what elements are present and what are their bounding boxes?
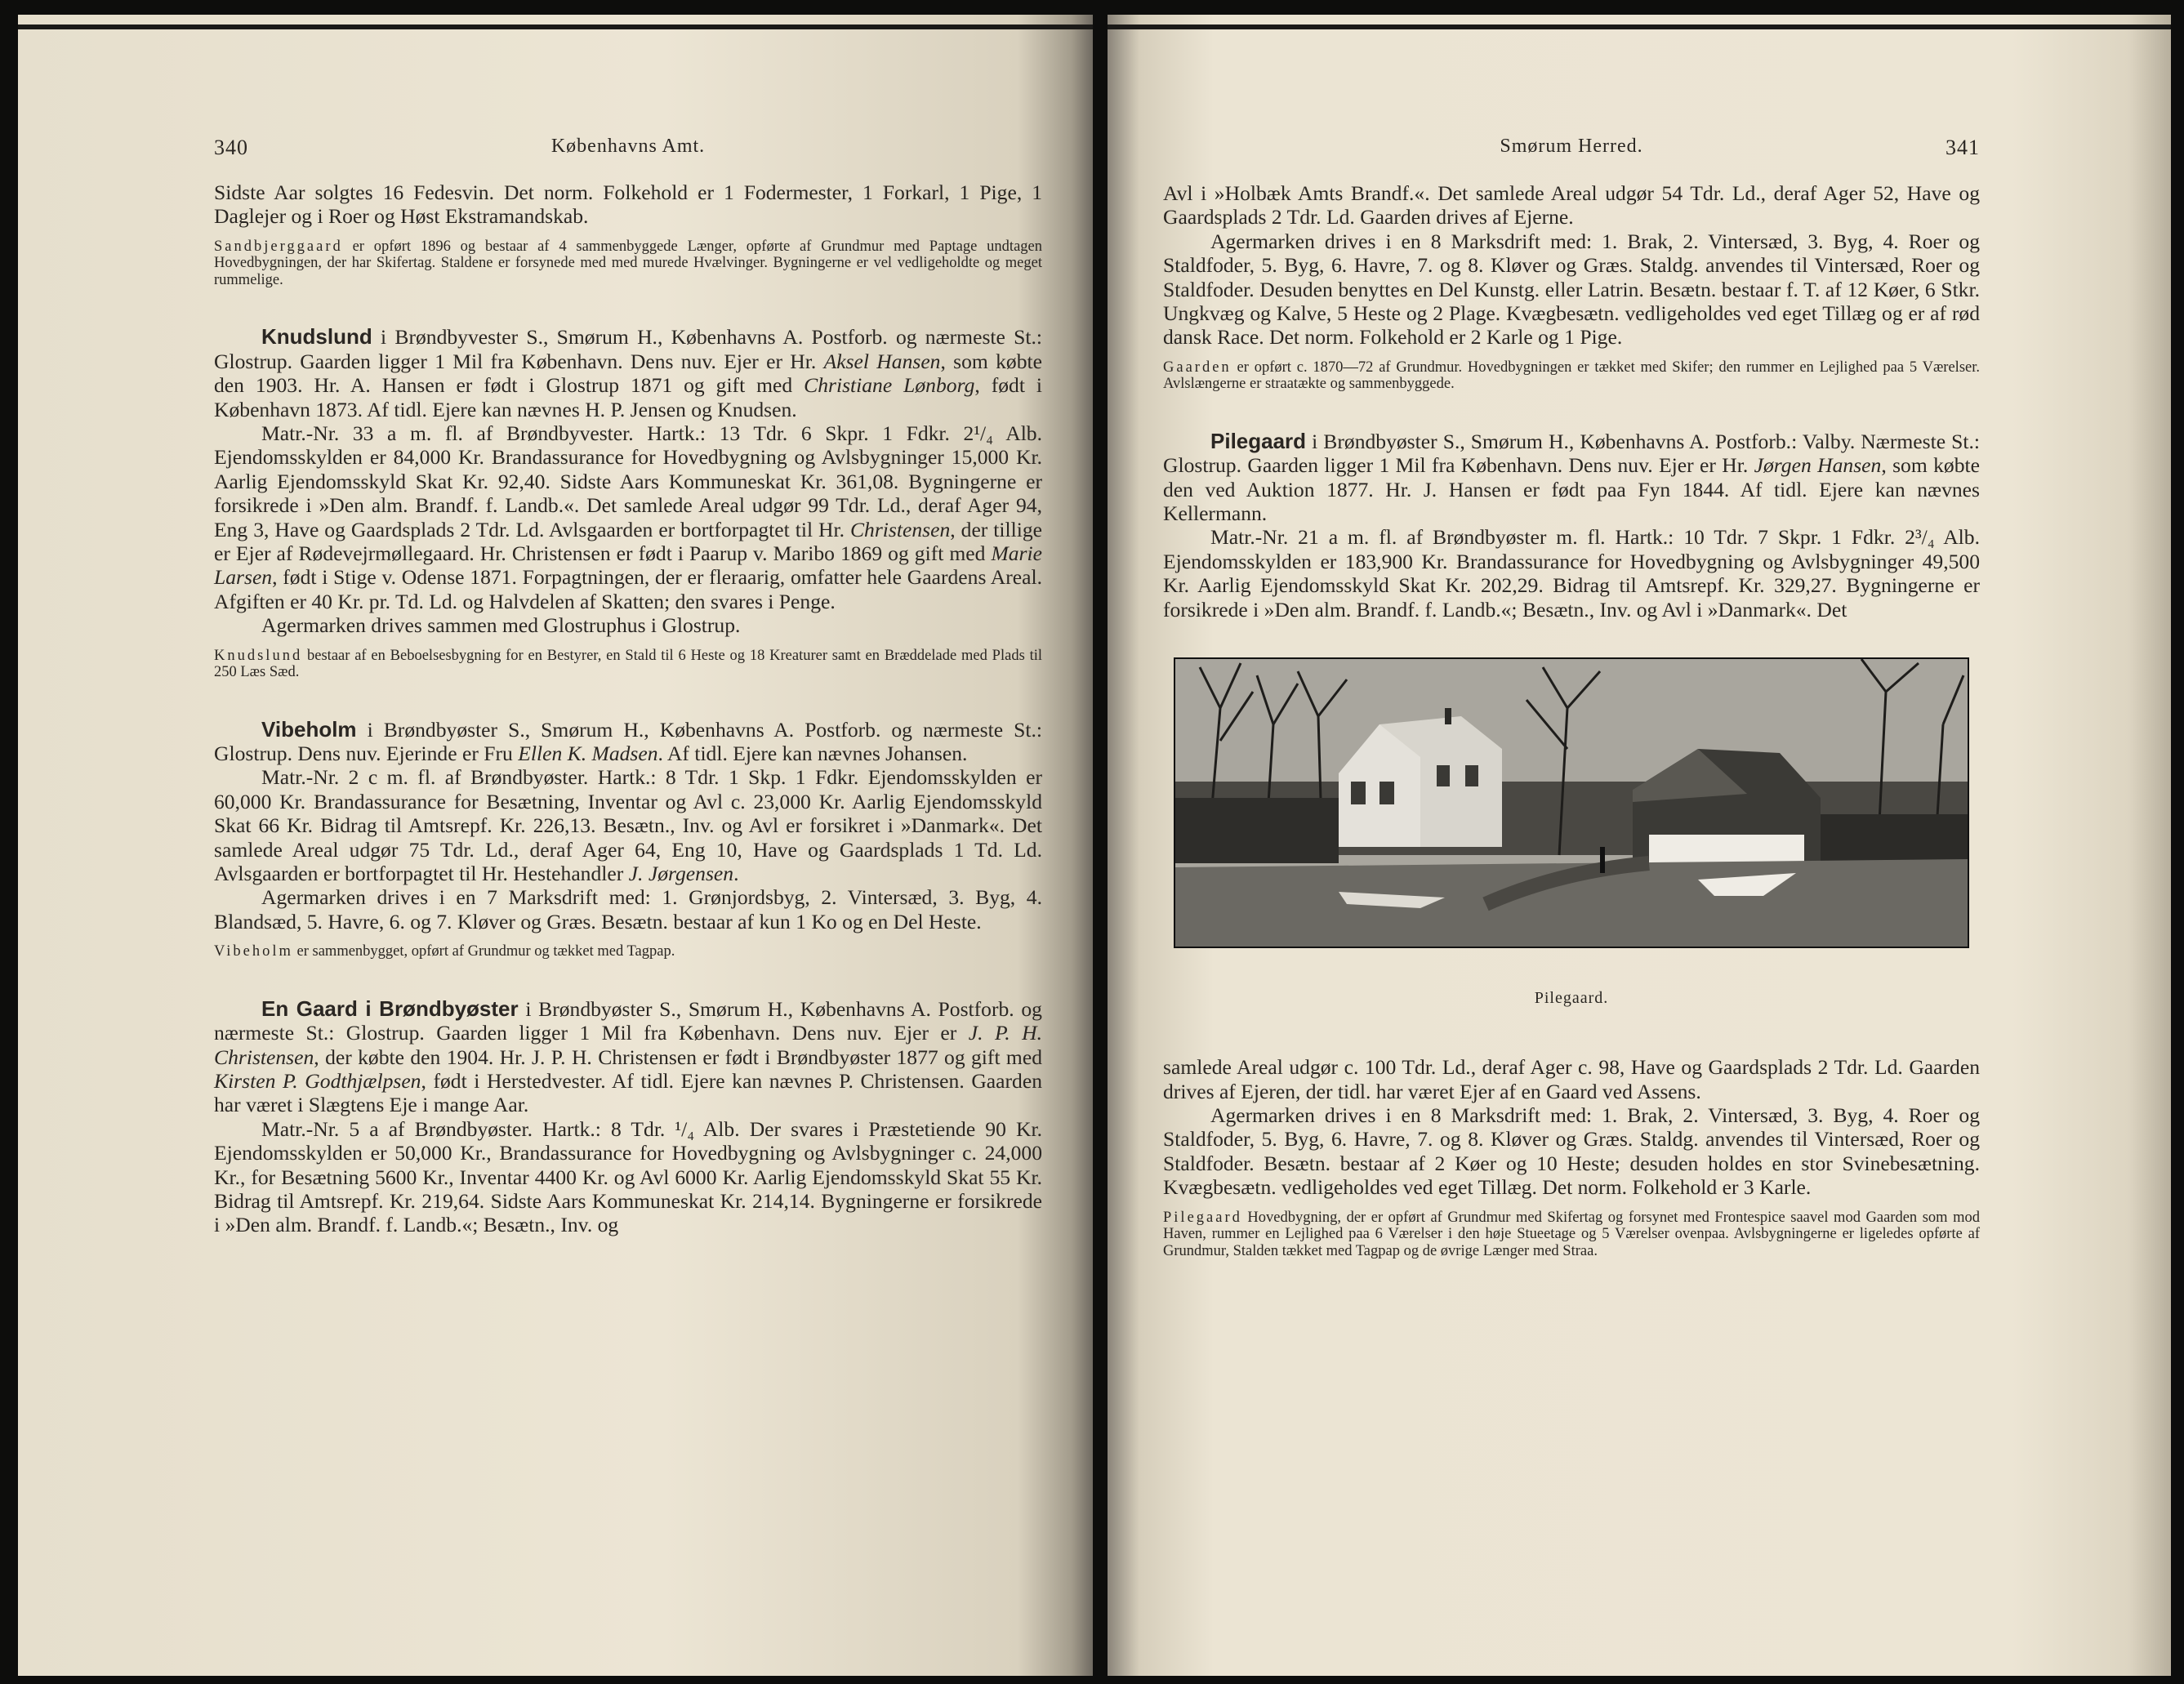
paragraph: Agermarken drives i en 8 Marksdrift med: 1. Brak, 2. Vintersæd, 3. Byg, 4. Roer og Staldfoder, 5. Byg, 6. Havre, 7. og 8. Kløver og Græs. Staldg. anvendes til Vintersæd, Roer og Staldfoder. Desuden benyttes en Del Kunstg. eller Latrin. Besætn. bestaar f. T. af 12 Køer, 6 Stkr. Ungkvæg og Kalve, 5 Heste og 2 Plage. Kvægbesætn. vedligeholdes ved eget Tillæg og er af rød dansk Race. Det norm. Folkehold er 2 Karle og 1 Pige. xyxy=(1163,229,1980,350)
person-name: Christiane Lønborg xyxy=(804,373,975,398)
running-head-title: Smørum Herred. xyxy=(1500,136,1643,157)
entry-paragraph: samlede Areal udgør c. 100 Tdr. Ld., deraf Ager c. 98, Have og Gaardsplads 2 Tdr. Ld. Gaarden drives af Ejeren, der tidl. har været Ejer af en Gaard ved Assens. xyxy=(1163,1055,1980,1103)
note-name: Sandbjerggaard xyxy=(214,238,343,255)
entry-heading: Vibeholm xyxy=(261,716,357,742)
text-run: Matr.-Nr. 2 c m. fl. af Brøndbyøster. Hartk.: 8 Tdr. 1 Skp. 1 Fdkr. Ejendomsskylden er 60,000 Kr. Brandassurance for Besætning, Inventar og Avl c. 23,000 Kr. Aarlig Ejendomsskyld Skat 66 Kr. Bidrag til Amtsrepf. Kr. 226,13. Besætn., Inv. og Avl er forsikret i »Danmark«. Det samlede Areal udgør 75 Tdr. Ld., deraf Ager 64, Eng 10, Have og Gaardsplads 1 Td. Ld. Avlsgaarden er bortforpagtet til Hr. Hestehandler xyxy=(214,765,1042,886)
running-head-title: Københavns Amt. xyxy=(550,136,706,157)
running-header xyxy=(214,136,1042,168)
note-name: Vibeholm xyxy=(214,943,293,960)
text-run: , der købte den 1904. Hr. J. P. H. Christensen er født i Brøndbyøster 1877 og gift med xyxy=(314,1045,1042,1069)
right-body xyxy=(1163,181,1980,1261)
owner-name: Ellen K. Madsen xyxy=(518,742,658,765)
farm-photograph xyxy=(1174,657,1969,948)
entry-paragraph: Matr.-Nr. 21 a m. fl. af Brøndbyøster m. fl. Hartk.: 10 Tdr. 7 Skpr. 1 Fdkr. 2³/₄ Alb. Ejendomsskylden er 183,900 Kr. Brandassurance for Hovedbygning og Avlsbygninger 49,500 Kr. Aarlig Ejendomsskyld Skat Kr. 202,29. Bidrag til Amtsrepf. Kr. 329,27. Bygningerne er forsikrede i »Den alm. Brandf. f. Landb.«; Besætn., Inv. og Avl i »Danmark«. Det xyxy=(1163,525,1980,621)
text-run: , som købte den 1903. Hr. A. Hansen er født i Glostrup 1871 og gift med xyxy=(214,349,1042,398)
left-page xyxy=(18,15,1093,1676)
photo-caption: Pilegaard. xyxy=(1534,989,1609,1008)
text-run: i Brøndbyøster S., Smørum H., Københavns A. Postforb. og nærmeste St.: Glostrup. Gaarden ligger 1 Mil fra København. Dens nuv. Ejer er xyxy=(214,996,1042,1045)
small-note xyxy=(1163,359,1980,393)
owner-name: Aksel Hansen xyxy=(823,349,941,373)
person-name: Christensen xyxy=(849,517,951,541)
entry-paragraph xyxy=(214,718,1042,766)
entry-paragraph: Matr.-Nr. 5 a af Brøndbyøster. Hartk.: 8 Tdr. ¹/₄ Alb. Der svares i Præstetiende 90 Kr. Ejendomsskylden er 50,000 Kr., Brandassurance for Hovedbygning og Avlsbygninger c. 24,000 Kr., for Besætning 5600 Kr., Inventar 4400 Kr. og Avl 6000 Kr. Aarlig Ejendomsskyld Skat 55 Kr. Bidrag til Amtsrepf. Kr. 219,64. Sidste Aars Kommuneskat Kr. 214,14. Bygningerne er forsikrede i »Den alm. Brandf. f. Landb.«; Besætn., Inv. og xyxy=(214,1116,1042,1237)
text-run: . xyxy=(733,862,739,886)
person-name: J. Jørgensen xyxy=(628,862,734,886)
entry-paragraph xyxy=(214,997,1042,1117)
entry-paragraph xyxy=(214,421,1042,613)
text-run: i Brøndbyøster S., Smørum H., Københavns A. Postforb. og nærmeste St.: Glostrup. Dens nuv. Ejerinde er Fru xyxy=(214,717,1042,765)
entry-paragraph: Agermarken drives i en 8 Marksdrift med: 1. Brak, 2. Vintersæd, 3. Byg, 4. Roer og Staldfoder, 5. Byg, 6. Havre, 7. og 8. Kløver og Græs. Staldg. anvendes til Vintersæd, Roer og Staldfoder. Besætn. bestaar af 2 Køer og 10 Heste; desuden holdes en stor Svinebesætning. Kvægbesætn. vedligeholdes ved eget Tillæg. Det norm. Folkehold er 3 Karle. xyxy=(1163,1103,1980,1200)
left-text-column xyxy=(214,15,1042,1676)
right-page xyxy=(1108,15,2171,1676)
entry-paragraph xyxy=(214,325,1042,421)
person-name: Kirsten P. Godthjælpsen xyxy=(214,1068,421,1093)
owner-name: J. P. H. Christensen xyxy=(214,1021,1042,1069)
note-text: Hovedbygning, der er opført af Grundmur med Skifertag og forsynet med Frontespice saavel mod Gaarden som mod Haven, rummer en Lejlighed paa 6 Værelser i den høje Stueetage og 5 Værelser ovenpaa. Avlsbygningerne er ligeledes opførte af Grundmur, Stalden tækket med Tagpap og de øvrige Længer med Straa. xyxy=(1163,1209,1980,1259)
paragraph: Sidste Aar solgtes 16 Fedesvin. Det norm. Folkehold er 1 Fodermester, 1 Forkarl, 1 Pige, 1 Daglejer og i Roer og Høst Ekstramandskab. xyxy=(214,180,1042,229)
text-run: . Af tidl. Ejere kan nævnes Johansen. xyxy=(657,742,968,765)
entry-paragraph xyxy=(1163,430,1980,526)
text-run: , der tillige er Ejer af Rødevejrmøllegaard. Hr. Christensen er født i Paarup v. Maribo 1869 og gift med xyxy=(214,517,1042,565)
left-body xyxy=(214,180,1042,1237)
page-number: 340 xyxy=(214,136,248,159)
text-run: i Brøndbyvester S., Smørum H., Københavns A. Postforb. og nærmeste St.: Glostrup. Gaarden ligger 1 Mil fra København. Dens nuv. Ejer er Hr. xyxy=(214,325,1042,373)
text-run: i Brøndbyøster S., Smørum H., Københavns A. Postforb.: Valby. Nærmeste St.: Glostrup. Gaarden ligger 1 Mil fra København. Dens nuv. Ejer er Hr. xyxy=(1163,429,1980,478)
text-run: Matr.-Nr. 33 a m. fl. af Brøndbyvester. Hartk.: 13 Tdr. 6 Skpr. 1 Fdkr. 2¹/₄ Alb. Ejendomsskylden er 84,000 Kr. Brandassurance for Hovedbygning og Avlsbygninger 15,000 Kr. Aarlig Ejendomsskyld Skat Kr. 92,40. Sidste Aars Kommuneskat Kr. 361,08. Bygningerne er forsikrede i »Den alm. Brandf. f. Landb.«. Det samlede Areal udgør 99 Tdr. Ld., deraf Ager 94, Eng 3, Have og Gaardsplads 2 Tdr. Ld. Avlsgaarden er bortforpagtet til Hr. xyxy=(214,421,1042,541)
note-text: er opført 1896 og bestaar af 4 sammenbyggede Længer, opførte af Grundmur med Paptage undtagen Hovedbygningen, der har Skifertag. Staldene er forsynede med med murede Hvælvinger. Bygningerne er vel vedligeholdte og meget rummelige. xyxy=(214,238,1042,288)
text-run: , som købte den ved Auktion 1877. Hr. J. Hansen er født paa Fyn 1844. Af tidl. Ejere kan nævnes Kellermann. xyxy=(1163,453,1980,526)
note-name: Gaarden xyxy=(1163,359,1232,376)
small-note xyxy=(214,943,1042,960)
running-header xyxy=(1163,136,1980,168)
small-note xyxy=(214,238,1042,289)
small-note xyxy=(1163,1210,1980,1260)
note-name: Pilegaard xyxy=(1163,1209,1242,1226)
small-note xyxy=(214,648,1042,681)
entry-paragraph: Agermarken drives sammen med Glostruphus i Glostrup. xyxy=(261,613,741,638)
right-text-column xyxy=(1163,15,1980,1676)
entry-vibeholm xyxy=(214,718,1042,960)
entry-pilegaard xyxy=(1163,430,1980,1259)
text-run: , født i København 1873. Af tidl. Ejere kan nævnes H. P. Jensen og Knudsen. xyxy=(214,373,1043,421)
owner-name: Jørgen Hansen xyxy=(1754,453,1882,478)
photo-illustration xyxy=(1175,659,1968,947)
entry-heading: Pilegaard xyxy=(1210,428,1307,453)
person-name: Marie Larsen xyxy=(214,541,1042,590)
text-run: , født i Herstedvester. Af tidl. Ejere kan nævnes P. Christensen. Gaarden har været i Slægtens Eje i mange Aar. xyxy=(214,1068,1042,1117)
note-text: er opført c. 1870—72 af Grundmur. Hovedbygningen er tækket med Skifer; den rummer en Lejlighed paa 5 Værelser. Avlslængerne er straatækte og sammenbyggede. xyxy=(1163,359,1980,393)
paragraph: Avl i »Holbæk Amts Brandf.«. Det samlede Areal udgør 54 Tdr. Ld., deraf Ager 52, Have og Gaardsplads 2 Tdr. Ld. Gaarden drives af Ejerne. xyxy=(1163,181,1980,229)
note-text: bestaar af en Beboelsesbygning for en Bestyrer, en Stald til 6 Heste og 18 Kreaturer samt en Bræddelade med Plads til 250 Læs Sæd. xyxy=(214,647,1042,681)
entry-en-gaard xyxy=(214,997,1042,1237)
page-number: 341 xyxy=(1946,136,1980,159)
entry-paragraph: Agermarken drives i en 7 Marksdrift med: 1. Grønjordsbyg, 2. Vintersæd, 3. Byg, 4. Blandsæd, 5. Havre, 6. og 7. Kløver og Græs. Besætn. bestaar af kun 1 Ko og en Del Heste. xyxy=(214,885,1042,933)
entry-heading: En Gaard i Brøndbyøster xyxy=(261,996,519,1021)
entry-paragraph xyxy=(214,765,1042,885)
note-text: er sammenbygget, opført af Grundmur og tækket med Tagpap. xyxy=(292,943,675,960)
entry-heading: Knudslund xyxy=(261,324,372,350)
text-run: , født i Stige v. Odense 1871. Forpagtningen, der er fleraarig, omfatter hele Gaardens Areal. Afgiften er 40 Kr. pr. Td. Ld. og Halvdelen af Skatten; den svares i Penge. xyxy=(214,565,1042,613)
note-name: Knudslund xyxy=(214,647,303,664)
entry-knudslund xyxy=(214,325,1042,680)
